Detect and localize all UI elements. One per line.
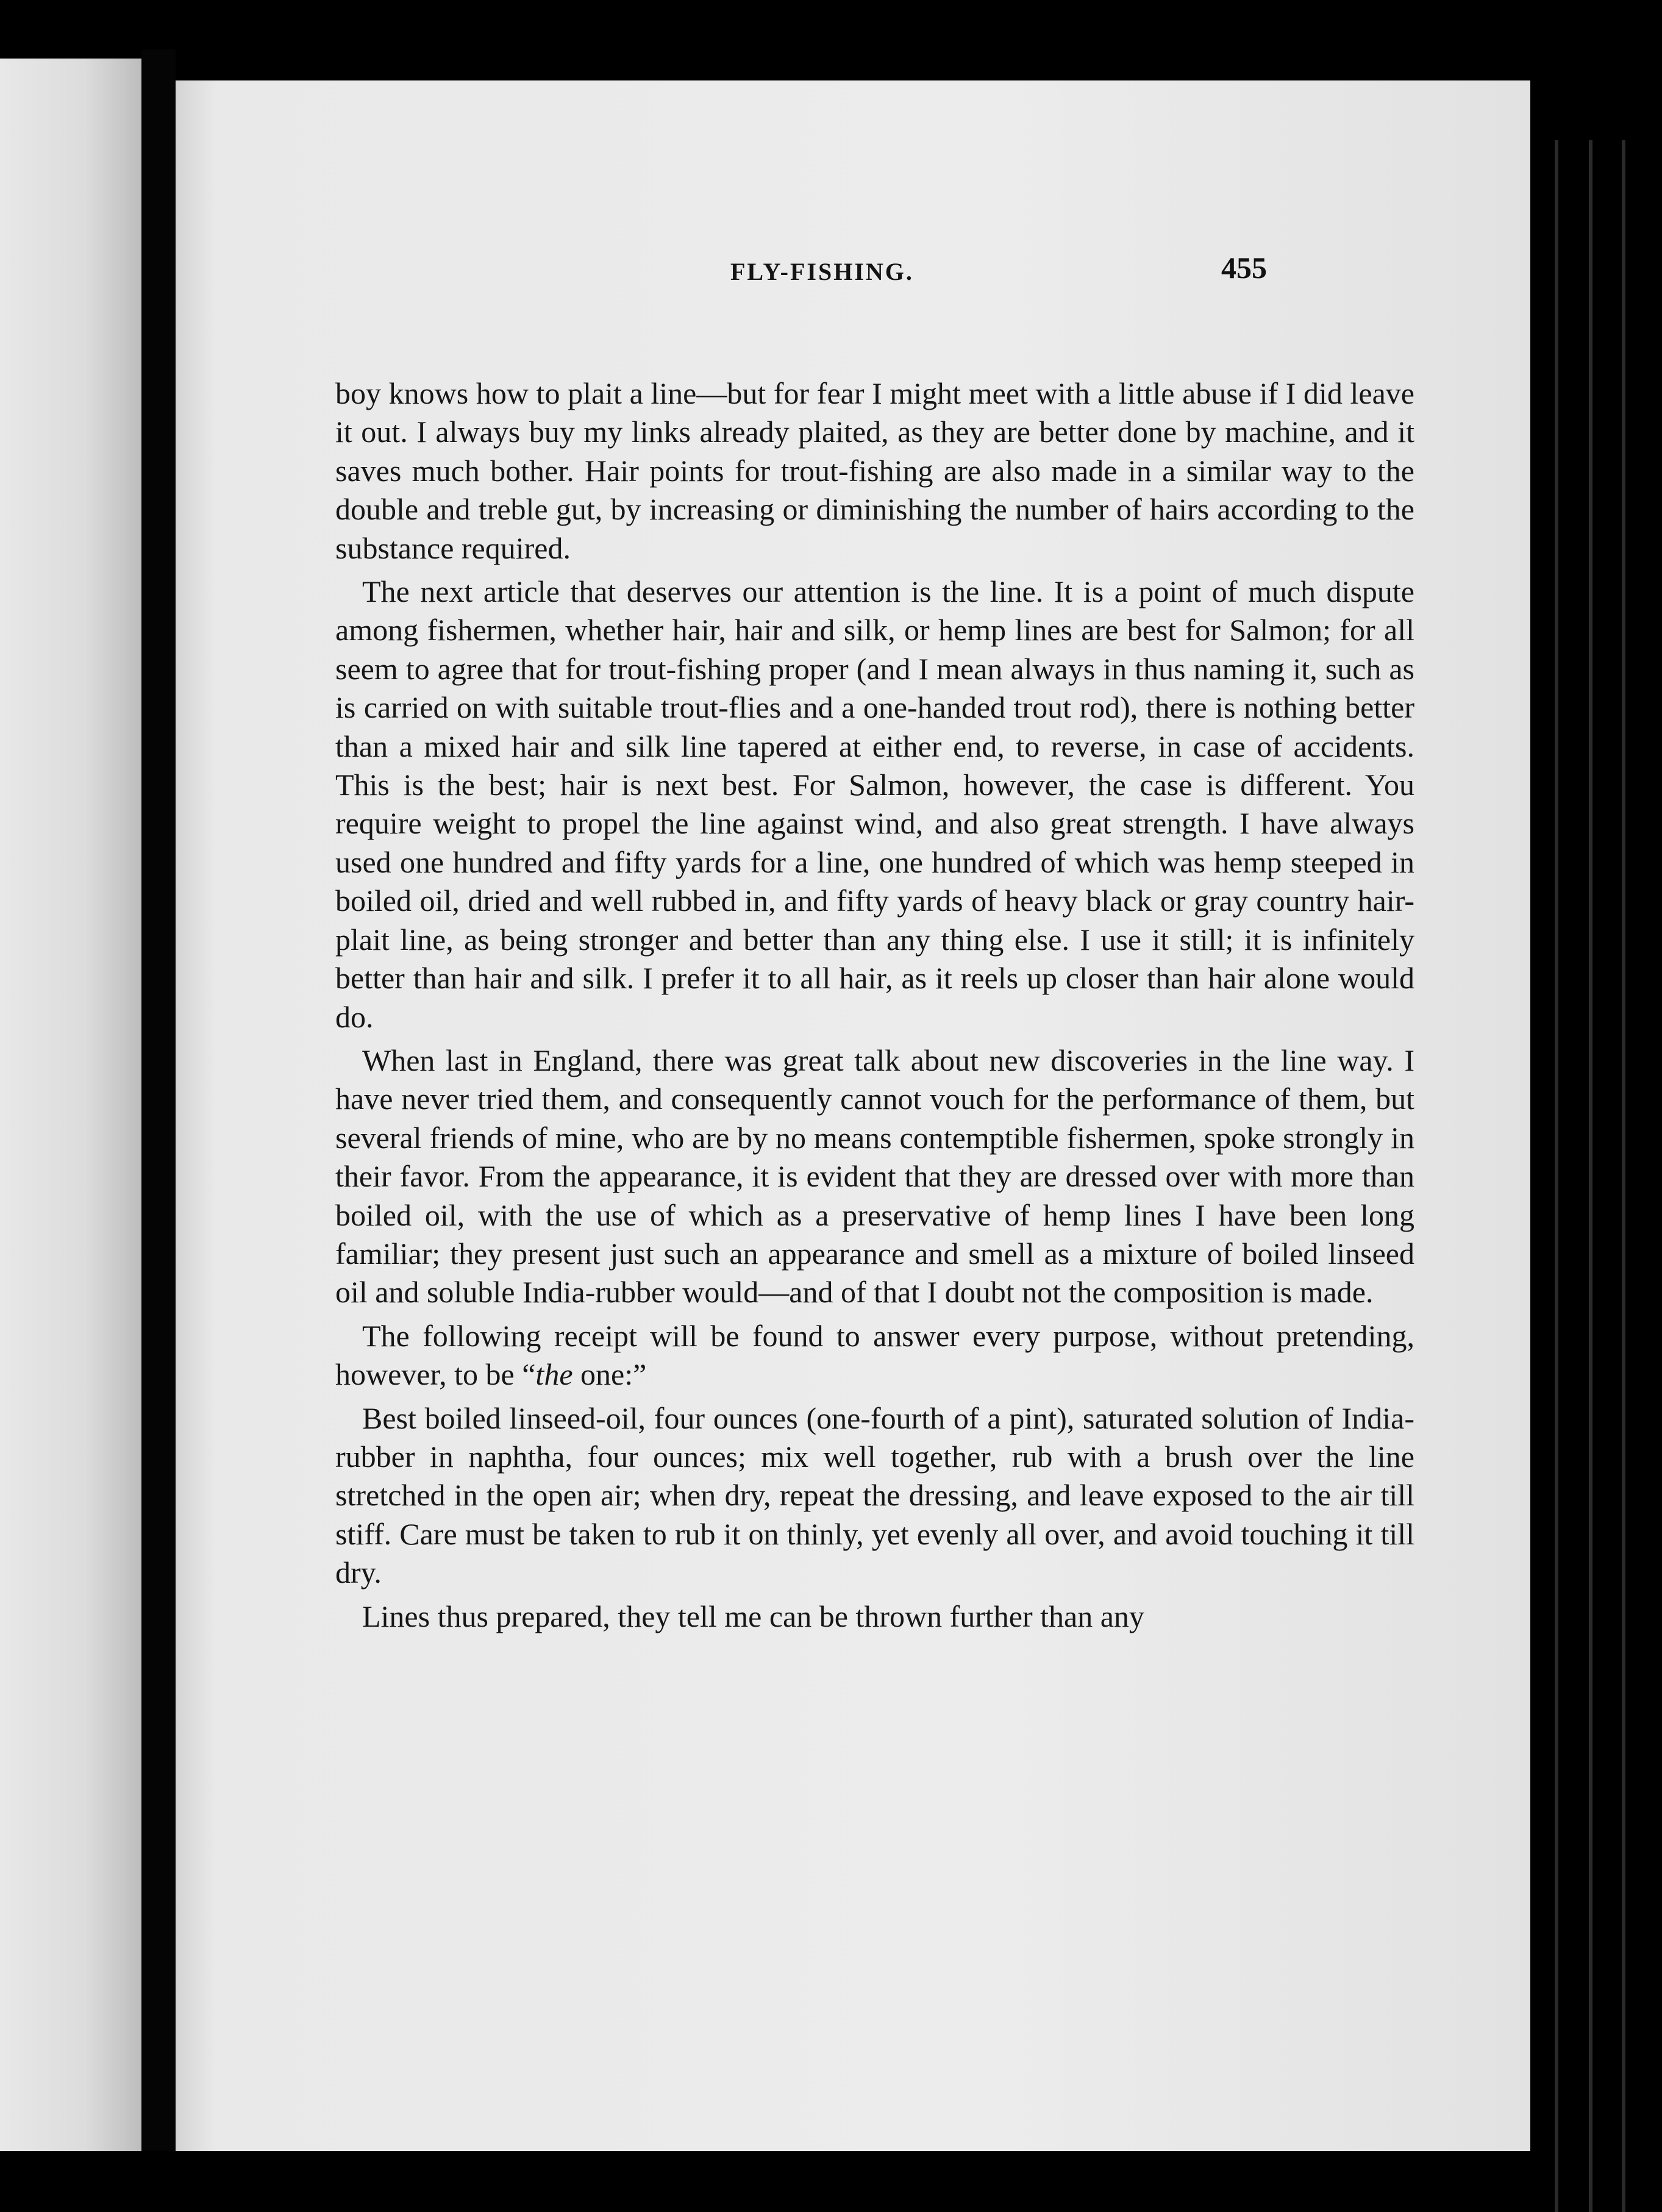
edge-line	[1555, 140, 1558, 2212]
receipt-text-emphasis: the	[535, 1357, 573, 1392]
paragraph: Lines thus prepared, they tell me can be thrown further than any	[362, 1599, 1144, 1633]
page-number: 455	[1221, 251, 1267, 285]
book-right-edge	[1530, 61, 1662, 2151]
body-text	[335, 374, 1414, 1636]
receipt-text-after: one:”	[572, 1357, 647, 1392]
paragraph: The next article that deserves our attention is the line. It is a point of much dispute among fishermen, whether hair, hair and silk, or hemp lines are best for Salmon; for all seem to agree that for trout-fishing proper (and I mean always in thus naming it, such as is carried on with suitable trout-flies and a one-handed trout rod), there is nothing better than a mixed hair and silk line tapered at either end, to reverse, in case of accidents. This is the best; hair is next best. For Salmon, however, the case is different. You require weight to propel the line against wind, and also great strength. I have always used one hundred and fifty yards for a line, one hundred of which was hemp steeped in boiled oil, dried and well rubbed in, and fifty yards of heavy black or gray country hair-plait line, as being stronger and better than any thing else. I use it still; it is infinitely better than hair and silk. I prefer it to all hair, as it reels up closer than hair alone would do.	[335, 574, 1414, 1034]
paragraph-receipt-intro	[335, 1317, 1414, 1394]
edge-line	[1589, 140, 1592, 2212]
book-gutter	[141, 49, 176, 2151]
paragraph: Best boiled linseed-oil, four ounces (one-fourth of a pint), saturated solution of India-rubber in naphtha, four ounces; mix well together, rub with a brush over the line stretched in the open air; when dry, repeat the dressing, and leave exposed to the air till stiff. Care must be taken to rub it on thinly, yet evenly all over, and avoid touching it till dry.	[335, 1400, 1414, 1590]
running-title: FLY-FISHING.	[730, 258, 914, 285]
book-page	[176, 80, 1530, 2151]
page-header	[176, 245, 1530, 300]
paragraph: When last in England, there was great talk about new discoveries in the line way. I have never tried them, and consequently cannot vouch for the performance of them, but several friends of mine, who are by no means contemptible fishermen, spoke strongly in their favor. From the appearance, it is evident that they are dressed over with more than boiled oil, with the use of which as a preservative of hemp lines I have been long familiar; they present just such an appearance and smell as a mixture of boiled linseed oil and soluble India-rubber would—and of that I doubt not the composition is made.	[335, 1043, 1414, 1310]
edge-line	[1622, 140, 1625, 2212]
paragraph: boy knows how to plait a line—but for fear I might meet with a little abuse if I did leave it out. I always buy my links already plaited, as they are better done by machine, and it saves much bother. Hair points for trout-fishing are also made in a similar way to the double and treble gut, by increasing or diminishing the number of hairs according to the substance required.	[335, 376, 1414, 565]
facing-page-edge	[0, 59, 141, 2151]
receipt-text-before: The following receipt will be found to answer every purpose, without pretending, however, to be “	[335, 1318, 1414, 1392]
